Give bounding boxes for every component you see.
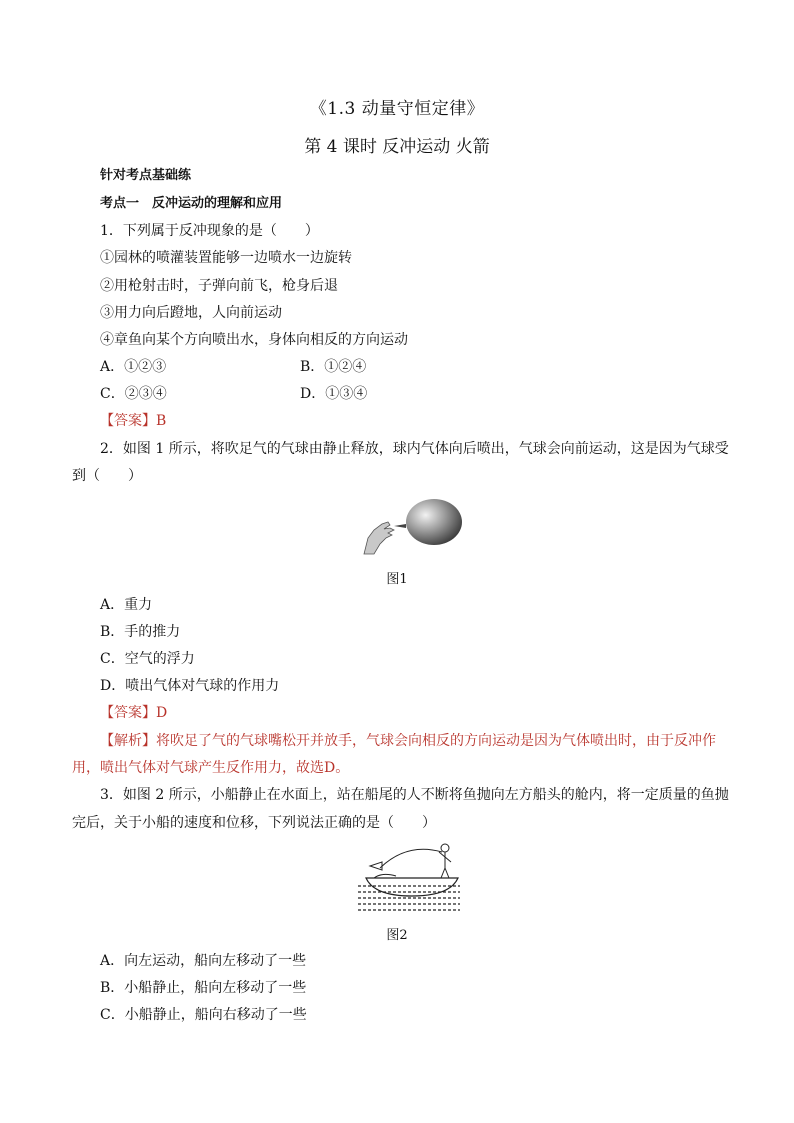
q3-stem-line1: 3．如图 2 所示，小船静止在水面上，站在船尾的人不断将鱼抛向左方船头的舱内，将一定质量的鱼抛 (100, 787, 729, 803)
answer-tag: 【答案】 (100, 705, 156, 721)
q2-answer (100, 704, 167, 722)
q3-option-b: B．小船静止，船向左移动了一些 (100, 980, 307, 996)
q1-option-a: A．①②③ (100, 359, 167, 375)
analysis-text: 将吹足了气的气球嘴松开并放手，气球会向相反的方向运动是因为气体喷出时，由于反冲作 (156, 733, 716, 749)
q2-analysis-line1 (100, 732, 716, 750)
topic-label: 考点一 反冲运动的理解和应用 (100, 196, 283, 211)
figure1-caption: 图1 (386, 572, 408, 587)
q2-option-c: C．空气的浮力 (100, 651, 195, 667)
q1-answer (100, 412, 166, 430)
q1-option-b: B．①②④ (300, 359, 367, 375)
boat-hull (366, 878, 458, 896)
answer-value: B (156, 413, 167, 429)
trajectory-arc (380, 849, 442, 868)
q1-option-d: D．①③④ (300, 386, 368, 402)
figure2-caption: 图2 (386, 928, 408, 943)
q2-option-b: B．手的推力 (100, 624, 181, 640)
fish-shape (370, 862, 382, 870)
q1-item-2: ②用枪射击时，子弹向前飞，枪身后退 (100, 278, 338, 294)
q1-item-3: ③用力向后蹬地，人向前运动 (100, 305, 282, 321)
q2-stem-line2: 到（ ） (72, 468, 142, 484)
hand-shape (364, 522, 394, 554)
q3-stem-line2: 完后，关于小船的速度和位移，下列说法正确的是（ ） (72, 815, 436, 831)
q1-option-c: C．②③④ (100, 386, 167, 402)
q2-stem-line1: 2．如图 1 所示，将吹足气的气球由静止释放，球内气体向后喷出，气球会向前运动，这是因为气球受 (100, 441, 729, 457)
answer-value: D (156, 705, 168, 721)
page-subtitle: 第 4 课时 反冲运动 火箭 (304, 137, 490, 157)
person-head (441, 844, 449, 852)
page-title: 《1.3 动量守恒定律》 (309, 99, 485, 119)
boat-figure (352, 838, 462, 918)
practice-label: 针对考点基础练 (100, 168, 192, 183)
q1-item-4: ④章鱼向某个方向喷出水，身体向相反的方向运动 (100, 332, 408, 348)
q2-option-d: D．喷出气体对气球的作用力 (100, 678, 280, 694)
answer-tag: 【答案】 (100, 413, 156, 429)
analysis-tag: 【解析】 (100, 733, 156, 749)
balloon-shape (406, 499, 462, 545)
q2-option-a: A．重力 (100, 597, 153, 613)
q2-analysis-line2: 用，喷出气体对气球产生反作用力，故选D。 (72, 760, 350, 776)
q3-option-a: A．向左运动，船向左移动了一些 (100, 953, 307, 969)
q3-option-c: C．小船静止，船向右移动了一些 (100, 1007, 307, 1023)
q1-item-1: ①园林的喷灌装置能够一边喷水一边旋转 (100, 250, 352, 266)
balloon-nozzle (394, 524, 406, 528)
balloon-figure (360, 498, 470, 558)
q1-stem: 1．下列属于反冲现象的是（ ） (100, 223, 319, 239)
